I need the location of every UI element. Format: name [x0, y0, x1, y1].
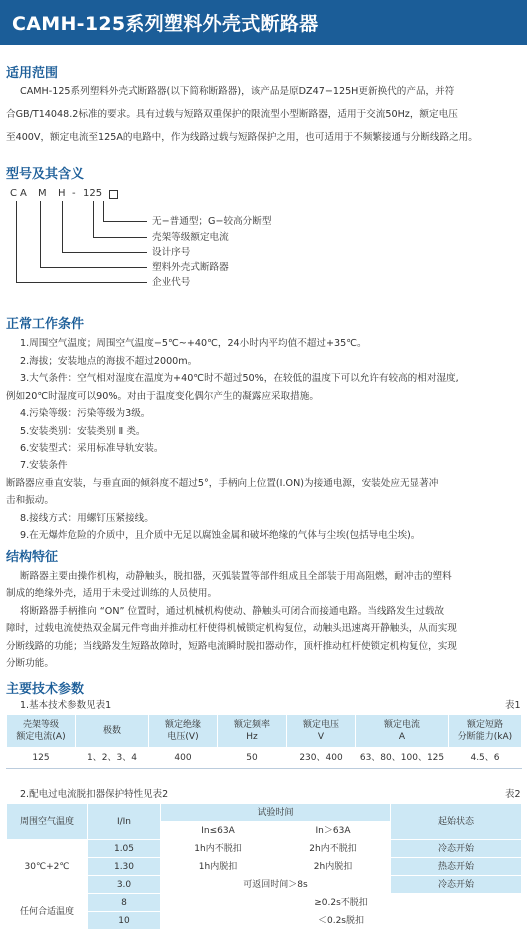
structure-line-4: 障时，过载电流使热双金属元件弯曲并推动杠杆使得机械锁定机构复位，动触头迅速离开静触头，从而实现	[6, 623, 457, 634]
model-item-2: 壳架等级额定电流	[152, 232, 229, 243]
table1-header-cell: 额定电流 A	[356, 715, 449, 748]
table2-cell: 1.30	[88, 858, 161, 876]
table2-caption: 2.配电过电流脱扣器保护特性见表2	[20, 789, 169, 800]
table1-cell: 50	[218, 748, 287, 769]
scope-heading: 适用范围	[6, 66, 59, 81]
table1-cell: 1、2、3、4	[76, 748, 149, 769]
structure-heading: 结构特征	[6, 550, 59, 565]
table2	[6, 803, 522, 930]
table1-cell: 4.5、6	[449, 748, 522, 769]
conditions-heading: 正常工作条件	[6, 317, 85, 332]
tech-heading: 主要技术参数	[6, 682, 85, 697]
table1-header-cell: 额定电压 V	[287, 715, 356, 748]
table2-header-start: 起始状态	[391, 804, 522, 840]
structure-line-5: 分断线路的功能；当线路发生短路故障时，短路电流瞬时脱扣器动作，顶杆推动杠杆使锁定机构复位，实现	[6, 641, 457, 652]
condition-line-4: 例如20℃时湿度可以90%。对由于温度变化偶尔产生的凝露应采取措施。	[6, 391, 319, 402]
condition-line-5: 4.污染等级：污染等级为3级。	[20, 408, 151, 419]
table-row	[7, 894, 522, 912]
table2-cell: 1h内脱扣	[161, 858, 276, 876]
table1-header-cell: 额定绝缘 电压(V)	[149, 715, 218, 748]
table2-cell: 热态开始	[391, 858, 522, 876]
table-row	[7, 748, 522, 769]
table2-header-le63: In≤63A	[161, 822, 276, 840]
table2-cell: 1h内不脱扣	[161, 840, 276, 858]
structure-line-6: 分断功能。	[6, 658, 54, 669]
page-title: CAMH-125系列塑料外壳式断路器	[12, 13, 319, 35]
table2-cell: 2h内脱扣	[276, 858, 391, 876]
table2-cell: 8	[88, 894, 161, 912]
model-code-a: A	[20, 188, 27, 199]
table1-tag: 表1	[505, 700, 521, 711]
model-item-1: 无−普通型；G−较高分断型	[152, 216, 272, 227]
structure-line-3: 将断路器手柄推向 “ON” 位置时，通过机械机构使动、静触头可闭合而接通电路。当线路发生过载故	[20, 606, 445, 617]
table2-cell: 可返回时间＞8s	[161, 876, 391, 894]
condition-line-2: 2.海拔；安装地点的海拔不超过2000m。	[20, 356, 198, 367]
condition-line-10: 击和振动。	[6, 495, 54, 506]
table2-cell: 冷态开始	[391, 840, 522, 858]
table2-tag: 表2	[505, 789, 521, 800]
table1-header-cell: 壳架等级 额定电流(A)	[7, 715, 76, 748]
table1-header-cell: 极数	[76, 715, 149, 748]
condition-line-3: 3.大气条件：空气相对湿度在温度为+40℃时不超过50%，在较低的温度下可以允许有较高的相对湿度,	[20, 373, 459, 384]
table-row	[7, 840, 522, 858]
table1-caption: 1.基本技术参数见表1	[20, 700, 112, 711]
scope-line-3: 至400V，额定电流至125A的电路中，作为线路过载与短路保护之用，也可适用于不频繁接通与分断线路之用。	[6, 132, 478, 143]
condition-line-9: 断路器应垂直安装，与垂直面的倾斜度不超过5°，手柄向上位置(I.ON)为接通电源，安装处应无显著冲	[6, 478, 439, 489]
condition-line-6: 5.安装类别：安装类别 Ⅱ 类。	[20, 426, 146, 437]
table1-cell: 230、400	[287, 748, 356, 769]
table2-header-temp: 周围空气温度	[7, 804, 88, 840]
condition-line-1: 1.周围空气温度；周围空气温度−5℃~+40℃，24小时内平均值不超过+35℃。	[20, 338, 367, 349]
table1-cell: 125	[7, 748, 76, 769]
table2-header-time: 试验时间	[161, 804, 391, 822]
scope-line-1: CAMH-125系列塑料外壳式断路器(以下简称断路器)，该产品是原DZ47−125H更新换代的产品，并符	[20, 86, 455, 97]
model-heading: 型号及其含义	[6, 167, 85, 182]
table1-cell: 63、80、100、125	[356, 748, 449, 769]
table1-cell: 400	[149, 748, 218, 769]
model-code-m: M	[38, 188, 47, 199]
table2-cell: 10	[88, 912, 161, 930]
table2-cell: 冷态开始	[391, 876, 522, 894]
structure-line-2: 制成的绝缘外壳，适用于未受过训练的人员使用。	[6, 588, 218, 599]
table2-cell: 2h内不脱扣	[276, 840, 391, 858]
table2-cell: 3.0	[88, 876, 161, 894]
table1-header-cell: 额定短路 分断能力(kA)	[449, 715, 522, 748]
table2-cell: ＜0.2s脱扣	[161, 912, 522, 930]
condition-line-12: 9.在无爆炸危险的介质中，且介质中无足以腐蚀金属和破坏绝缘的气体与尘埃(包括导电尘埃)。	[20, 530, 421, 541]
table2-cell: ≥0.2s不脱扣	[161, 894, 522, 912]
table2-header-iin: I/In	[88, 804, 161, 840]
model-code-h: H	[58, 188, 66, 199]
table2-header-gt63: In＞63A	[276, 822, 391, 840]
table1-header-row	[7, 715, 522, 748]
model-code-box-icon	[109, 190, 118, 199]
table2-temp-normal: 30℃+2℃	[7, 840, 88, 894]
table2-cell: 1.05	[88, 840, 161, 858]
condition-line-8: 7.安装条件	[20, 460, 68, 471]
structure-line-1: 断路器主要由操作机构，动静触头，脱扣器，灭弧装置等部件组成且全部装于用高阻燃，耐冲击的塑料	[20, 571, 452, 582]
model-item-3: 设计序号	[152, 247, 191, 258]
title-banner	[0, 0, 527, 45]
model-item-5: 企业代号	[152, 277, 191, 288]
model-code-125: 125	[83, 188, 103, 199]
model-item-4: 塑料外壳式断路器	[152, 262, 229, 273]
model-code-dash: -	[72, 188, 76, 199]
table1	[6, 714, 522, 769]
scope-line-2: 合GB/T14048.2标准的要求。具有过载与短路双重保护的限流型小型断路器，适用于交流50Hz，额定电压	[6, 109, 458, 120]
condition-line-11: 8.接线方式：用螺钉压紧接线。	[20, 513, 154, 524]
table1-header-cell: 额定频率 Hz	[218, 715, 287, 748]
condition-line-7: 6.安装型式：采用标准导轨安装。	[20, 443, 164, 454]
table2-temp-any: 任何合适温度	[7, 894, 88, 930]
model-code-c: C	[10, 188, 17, 199]
table2-header-row	[7, 804, 522, 822]
